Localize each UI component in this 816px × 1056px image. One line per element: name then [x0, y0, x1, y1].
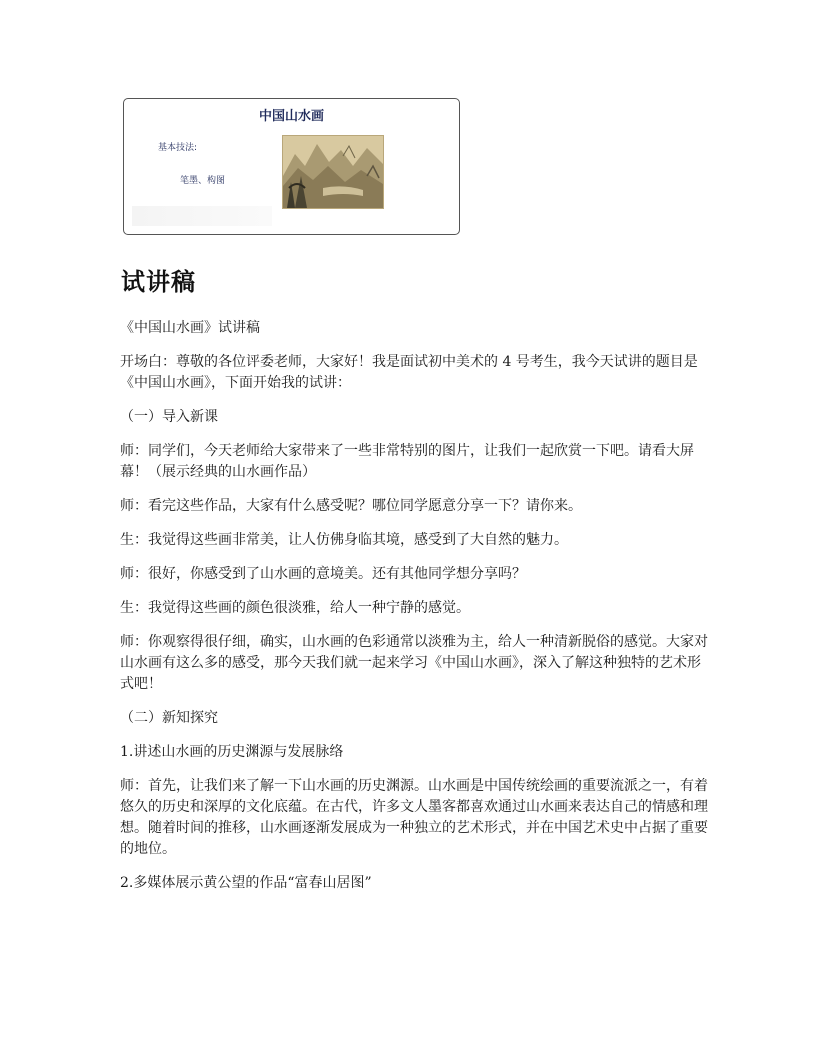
paragraph: 生：我觉得这些画非常美，让人仿佛身临其境，感受到了大自然的魅力。 [120, 532, 568, 548]
slide-title: 中国山水画 [258, 109, 324, 124]
paragraph: 师：看完这些作品，大家有什么感受呢？哪位同学愿意分享一下？请你来。 [120, 498, 582, 514]
paragraph: 师：你观察得很仔细，确实，山水画的色彩通常以淡雅为主，给人一种清新脱俗的感觉。大家对山水画有这么多的感受，那今天我们就一起来学习《中国山水画》，深入了解这种独特的艺术形式吧！ [120, 634, 708, 692]
paragraph-section-2: （二）新知探究 [120, 710, 218, 726]
paragraph: 师：同学们，今天老师给大家带来了一些非常特别的图片，让我们一起欣赏一下吧。请看大屏幕！（展示经典的山水画作品） [120, 443, 694, 480]
document-body [120, 318, 710, 907]
paragraph-section-1: （一）导入新课 [120, 409, 218, 425]
slide-thumbnail [123, 98, 460, 235]
page-heading: 试讲稿 [121, 268, 196, 296]
paragraph-subheading-1: 1.讲述山水画的历史渊源与发展脉络 [120, 744, 344, 760]
paragraph-subheading-2: 2.多媒体展示黄公望的作品“富春山居图” [120, 875, 372, 891]
slide-subtext: 笔墨、构图 [180, 176, 226, 186]
paragraph-title: 《中国山水画》试讲稿 [120, 320, 260, 336]
paragraph: 师：很好，你感受到了山水画的意境美。还有其他同学想分享吗？ [120, 566, 526, 582]
paragraph: 师：首先，让我们来了解一下山水画的历史渊源。山水画是中国传统绘画的重要流派之一，有着悠久的历史和深厚的文化底蕴。在古代，许多文人墨客都喜欢通过山水画来表达自己的情感和理想。随着时间的推移，山水画逐渐发展成为一种独立的艺术形式，并在中国艺术史中占据了重要的地位。 [120, 778, 708, 857]
slide-label: 基本技法: [158, 143, 198, 153]
paragraph-opening: 开场白：尊敬的各位评委老师，大家好！我是面试初中美术的 4 号考生，我今天试讲的题目是《中国山水画》，下面开始我的试讲： [120, 354, 698, 391]
landscape-painting-image [282, 135, 384, 209]
slide-placeholder-bar [132, 206, 272, 226]
paragraph: 生：我觉得这些画的颜色很淡雅，给人一种宁静的感觉。 [120, 600, 470, 616]
